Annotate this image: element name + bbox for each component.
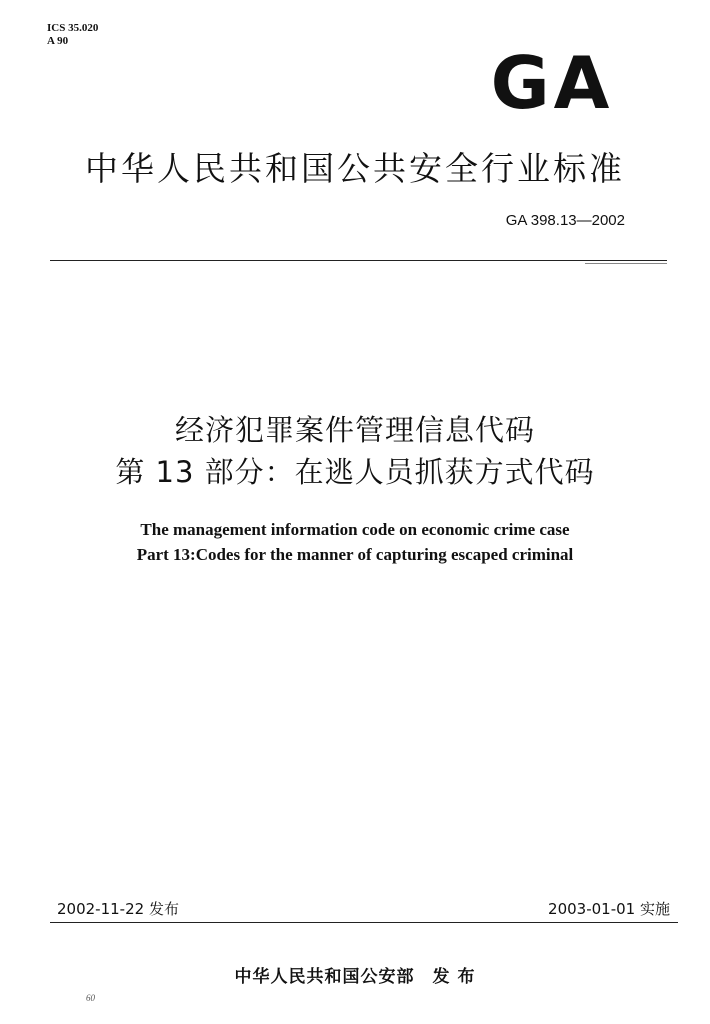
ga-logo — [490, 44, 615, 114]
english-title-line-2: Part 13:Codes for the manner of capturing escaped criminal — [136, 545, 574, 564]
chinese-title-line-2: 第 13 部分：在逃人员抓获方式代码 — [115, 455, 595, 489]
issuing-authority: 中华人民共和国公安部 发 布 — [234, 967, 476, 987]
issue-date: 2002-11-22 发布 — [57, 900, 179, 918]
english-title-line-1: The management information code on economic crime case — [140, 520, 570, 539]
ccs-code: A 90 — [47, 35, 69, 47]
standard-number: GA 398.13—2002 — [505, 212, 625, 229]
ga-logo-text: GA — [490, 44, 614, 114]
ics-code: ICS 35.020 — [47, 22, 99, 34]
classification-codes — [47, 22, 98, 48]
industry-standard-title: 中华人民共和国公共安全行业标准 — [85, 149, 625, 188]
header-divider — [50, 260, 667, 261]
page-mark: 60 — [86, 993, 95, 1003]
chinese-title-line-1: 经济犯罪案件管理信息代码 — [174, 413, 535, 447]
implementation-date: 2003-01-01 实施 — [548, 900, 670, 918]
footer-divider — [50, 922, 678, 923]
header-divider-short — [585, 263, 667, 264]
